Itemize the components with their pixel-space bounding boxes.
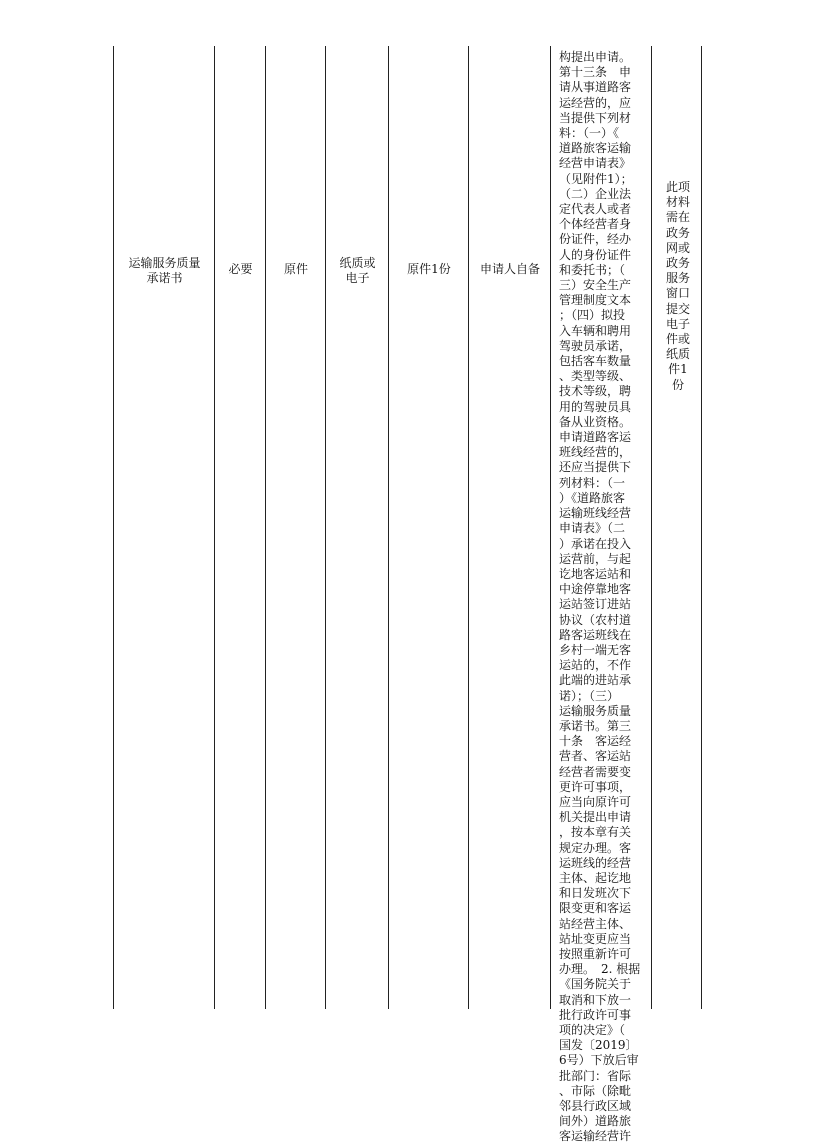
column-basis [550,46,651,1144]
carrier-cell: 纸质或 电子 [339,256,376,285]
remark-cell: 此项 材料 需在 政务 网或 政务 服务 窗口 提交 电子 件或 纸质 件1份 [665,180,690,392]
column-material-form [265,46,325,1009]
basis-text-cell: 构提出申请。 第十三条 申 请从事道路客 运经营的，应 当提供下列材 料：（一）《 道路旅客运输 经营申请表》 （见附件1）； （二）企业法 定代表人或者 个体经营者身 份证件，经办 人的身份证件 和委托书；（ 三）安全生产 管理制度文本 ；（四）拟投 入车辆和聘用 驾驶员承诺， 包括客车数量 、类型等级、 技术等级，聘 用的驾驶员具 备从业资格。 申请道路客运 班线经营的， 还应当提供下 列材料：（一 ）《道路旅客 运输班线经营 申请表》（二 ）承诺在投入 运营前，与起 讫地客运站和 中途停靠地客 运站签订进站 协议（农村道 路客运班线在 乡村一端无客 运站的，不作 此端的进站承 诺）；（三） 运输服务质量 承诺书。第三 十条 客运经 营者、客运站 经营者需要变 更许可事项， 应当向原许可 机关提出申请 ，按本章有关 规定办理。客 运班线的经营 主体、起讫地 和日发班次下 限变更和客运 站经营主体、 站址变更应当 按照重新许可 办理。 2. 根据 《国务院关于 取消和下放一 批行政许可事 项的决定》（ 国发〔2019〕 6号）下放后审 批部门：省际 、市际（除毗 邻县行政区域 间外）道路旅 客运输经营许 [559,50,641,1144]
material-form-cell: 原件 [283,262,308,276]
column-copies [388,46,468,1009]
material-table [113,46,702,1144]
column-source [468,46,550,1009]
column-remark [651,46,702,1009]
material-name-cell: 运输服务质量 承诺书 [128,256,201,285]
source-cell: 申请人自备 [479,262,540,276]
column-necessity [214,46,265,1009]
column-material-name [113,46,214,1009]
copies-cell: 原件1份 [407,262,451,276]
necessity-cell: 必要 [228,262,253,276]
column-carrier [325,46,388,1009]
